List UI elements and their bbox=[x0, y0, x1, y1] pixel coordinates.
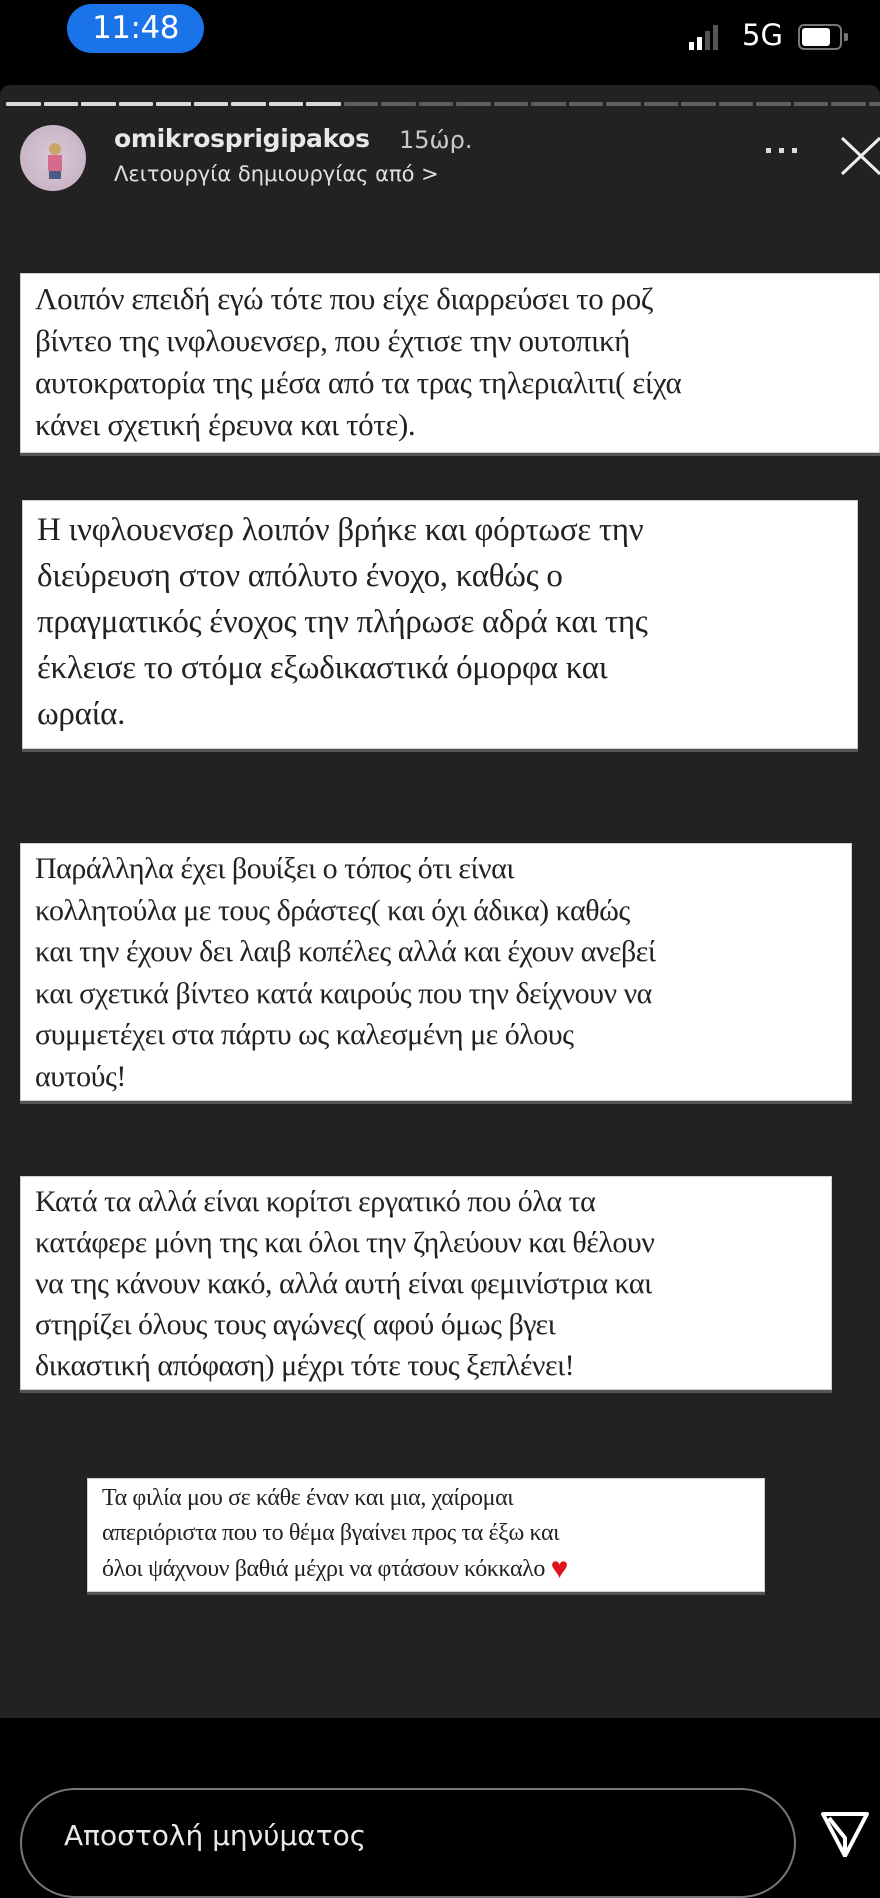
story-text-block-5 bbox=[87, 1478, 765, 1592]
text-line bbox=[102, 1551, 750, 1587]
progress-segment bbox=[81, 102, 116, 106]
progress-segment bbox=[606, 102, 641, 106]
progress-segment bbox=[269, 102, 304, 106]
close-icon bbox=[840, 130, 880, 180]
progress-segment bbox=[719, 102, 754, 106]
story-text-block-3 bbox=[20, 843, 852, 1101]
text-line: κατάφερε μόνη της και όλοι την ζηλεύουν και θέλουν bbox=[35, 1222, 817, 1263]
progress-segment bbox=[6, 102, 41, 106]
status-time: 11:48 bbox=[67, 4, 204, 53]
progress-segment bbox=[869, 102, 880, 106]
more-icon bbox=[762, 145, 802, 157]
text-line: στηρίζει όλους τους αγώνες( αφού όμως βγει bbox=[35, 1304, 817, 1345]
progress-segment bbox=[569, 102, 604, 106]
story-text-block-2 bbox=[22, 500, 858, 749]
progress-segment bbox=[531, 102, 566, 106]
progress-segment bbox=[794, 102, 829, 106]
progress-segment bbox=[344, 102, 379, 106]
status-bar bbox=[0, 0, 880, 85]
story-time-ago: 15ώρ. bbox=[399, 126, 473, 154]
text-line: να της κάνουν κακό, αλλά αυτή είναι φεμινίστρια και bbox=[35, 1263, 817, 1304]
text-line: διεύρευση στον απόλυτο ένοχο, καθώς ο bbox=[37, 553, 843, 599]
progress-segment bbox=[156, 102, 191, 106]
progress-segment bbox=[44, 102, 79, 106]
story-progress-bar bbox=[6, 102, 880, 108]
progress-segment bbox=[681, 102, 716, 106]
network-type: 5G bbox=[742, 18, 783, 52]
text-line: και σχετικά βίντεο κατά καιρούς που την δείχνουν να bbox=[35, 973, 837, 1015]
progress-segment bbox=[756, 102, 791, 106]
text-line: συμμετέχει στα πάρτυ ως καλεσμένη με όλους bbox=[35, 1014, 837, 1056]
progress-segment bbox=[231, 102, 266, 106]
text-line: βίντεο της ινφλουενσερ, που έχτισε την ουτοπική bbox=[35, 320, 865, 362]
text-line: Λοιπόν επειδή εγώ τότε που είχε διαρρεύσει το ροζ bbox=[35, 278, 865, 320]
progress-segment bbox=[494, 102, 529, 106]
reply-placeholder[interactable]: Αποστολή μηνύματος bbox=[64, 1819, 366, 1852]
text-line-content: όλοι ψάχνουν βαθιά μέχρι να φτάσουν κόκκαλο bbox=[102, 1556, 545, 1582]
text-line: και την έχουν δει λαιβ κοπέλες αλλά και έχουν ανεβεί bbox=[35, 931, 837, 973]
text-line: Η ινφλουενσερ λοιπόν βρήκε και φόρτωσε την bbox=[37, 507, 843, 553]
heart-icon: ♥ bbox=[551, 1552, 568, 1585]
text-line: ωραία. bbox=[37, 691, 843, 737]
story-username[interactable]: omikrosprigipakos bbox=[114, 124, 370, 153]
send-button[interactable] bbox=[820, 1810, 870, 1857]
story-text-block-4 bbox=[20, 1176, 832, 1390]
text-line: δικαστική απόφαση) μέχρι τότε τους ξεπλένει! bbox=[35, 1345, 817, 1386]
progress-segment bbox=[381, 102, 416, 106]
avatar[interactable] bbox=[20, 125, 86, 191]
progress-segment bbox=[456, 102, 491, 106]
progress-segment bbox=[306, 102, 341, 106]
progress-segment bbox=[419, 102, 454, 106]
progress-segment bbox=[644, 102, 679, 106]
battery-icon bbox=[798, 24, 842, 50]
more-button[interactable] bbox=[762, 138, 802, 168]
text-line: αυτοκρατορία της μέσα από τα τρας τηλεριαλιτι( είχα bbox=[35, 362, 865, 404]
text-line: έκλεισε το στόμα εξωδικαστικά όμορφα και bbox=[37, 645, 843, 691]
text-line: αυτούς! bbox=[35, 1056, 837, 1098]
progress-segment bbox=[831, 102, 866, 106]
send-icon bbox=[820, 1810, 870, 1857]
signal-icon bbox=[689, 24, 725, 50]
text-line: απεριόριστα που το θέμα βγαίνει προς τα έξω και bbox=[102, 1516, 750, 1551]
text-line: κολλητούλα με τους δράστες( και όχι άδικα) καθώς bbox=[35, 890, 837, 932]
text-line: κάνει σχετική έρευνα και τότε). bbox=[35, 404, 865, 446]
text-line: Κατά τα αλλά είναι κορίτσι εργατικό που όλα τα bbox=[35, 1181, 817, 1222]
text-line: πραγματικός ένοχος την πλήρωσε αδρά και της bbox=[37, 599, 843, 645]
text-line: Παράλληλα έχει βουίξει ο τόπος ότι είναι bbox=[35, 848, 837, 890]
close-button[interactable] bbox=[840, 130, 880, 180]
create-mode-link[interactable]: Λειτουργία δημιουργίας από > bbox=[114, 162, 439, 186]
story-text-block-1 bbox=[20, 273, 880, 453]
text-line: Τα φιλία μου σε κάθε έναν και μια, χαίρομαι bbox=[102, 1481, 750, 1516]
progress-segment bbox=[194, 102, 229, 106]
progress-segment bbox=[119, 102, 154, 106]
